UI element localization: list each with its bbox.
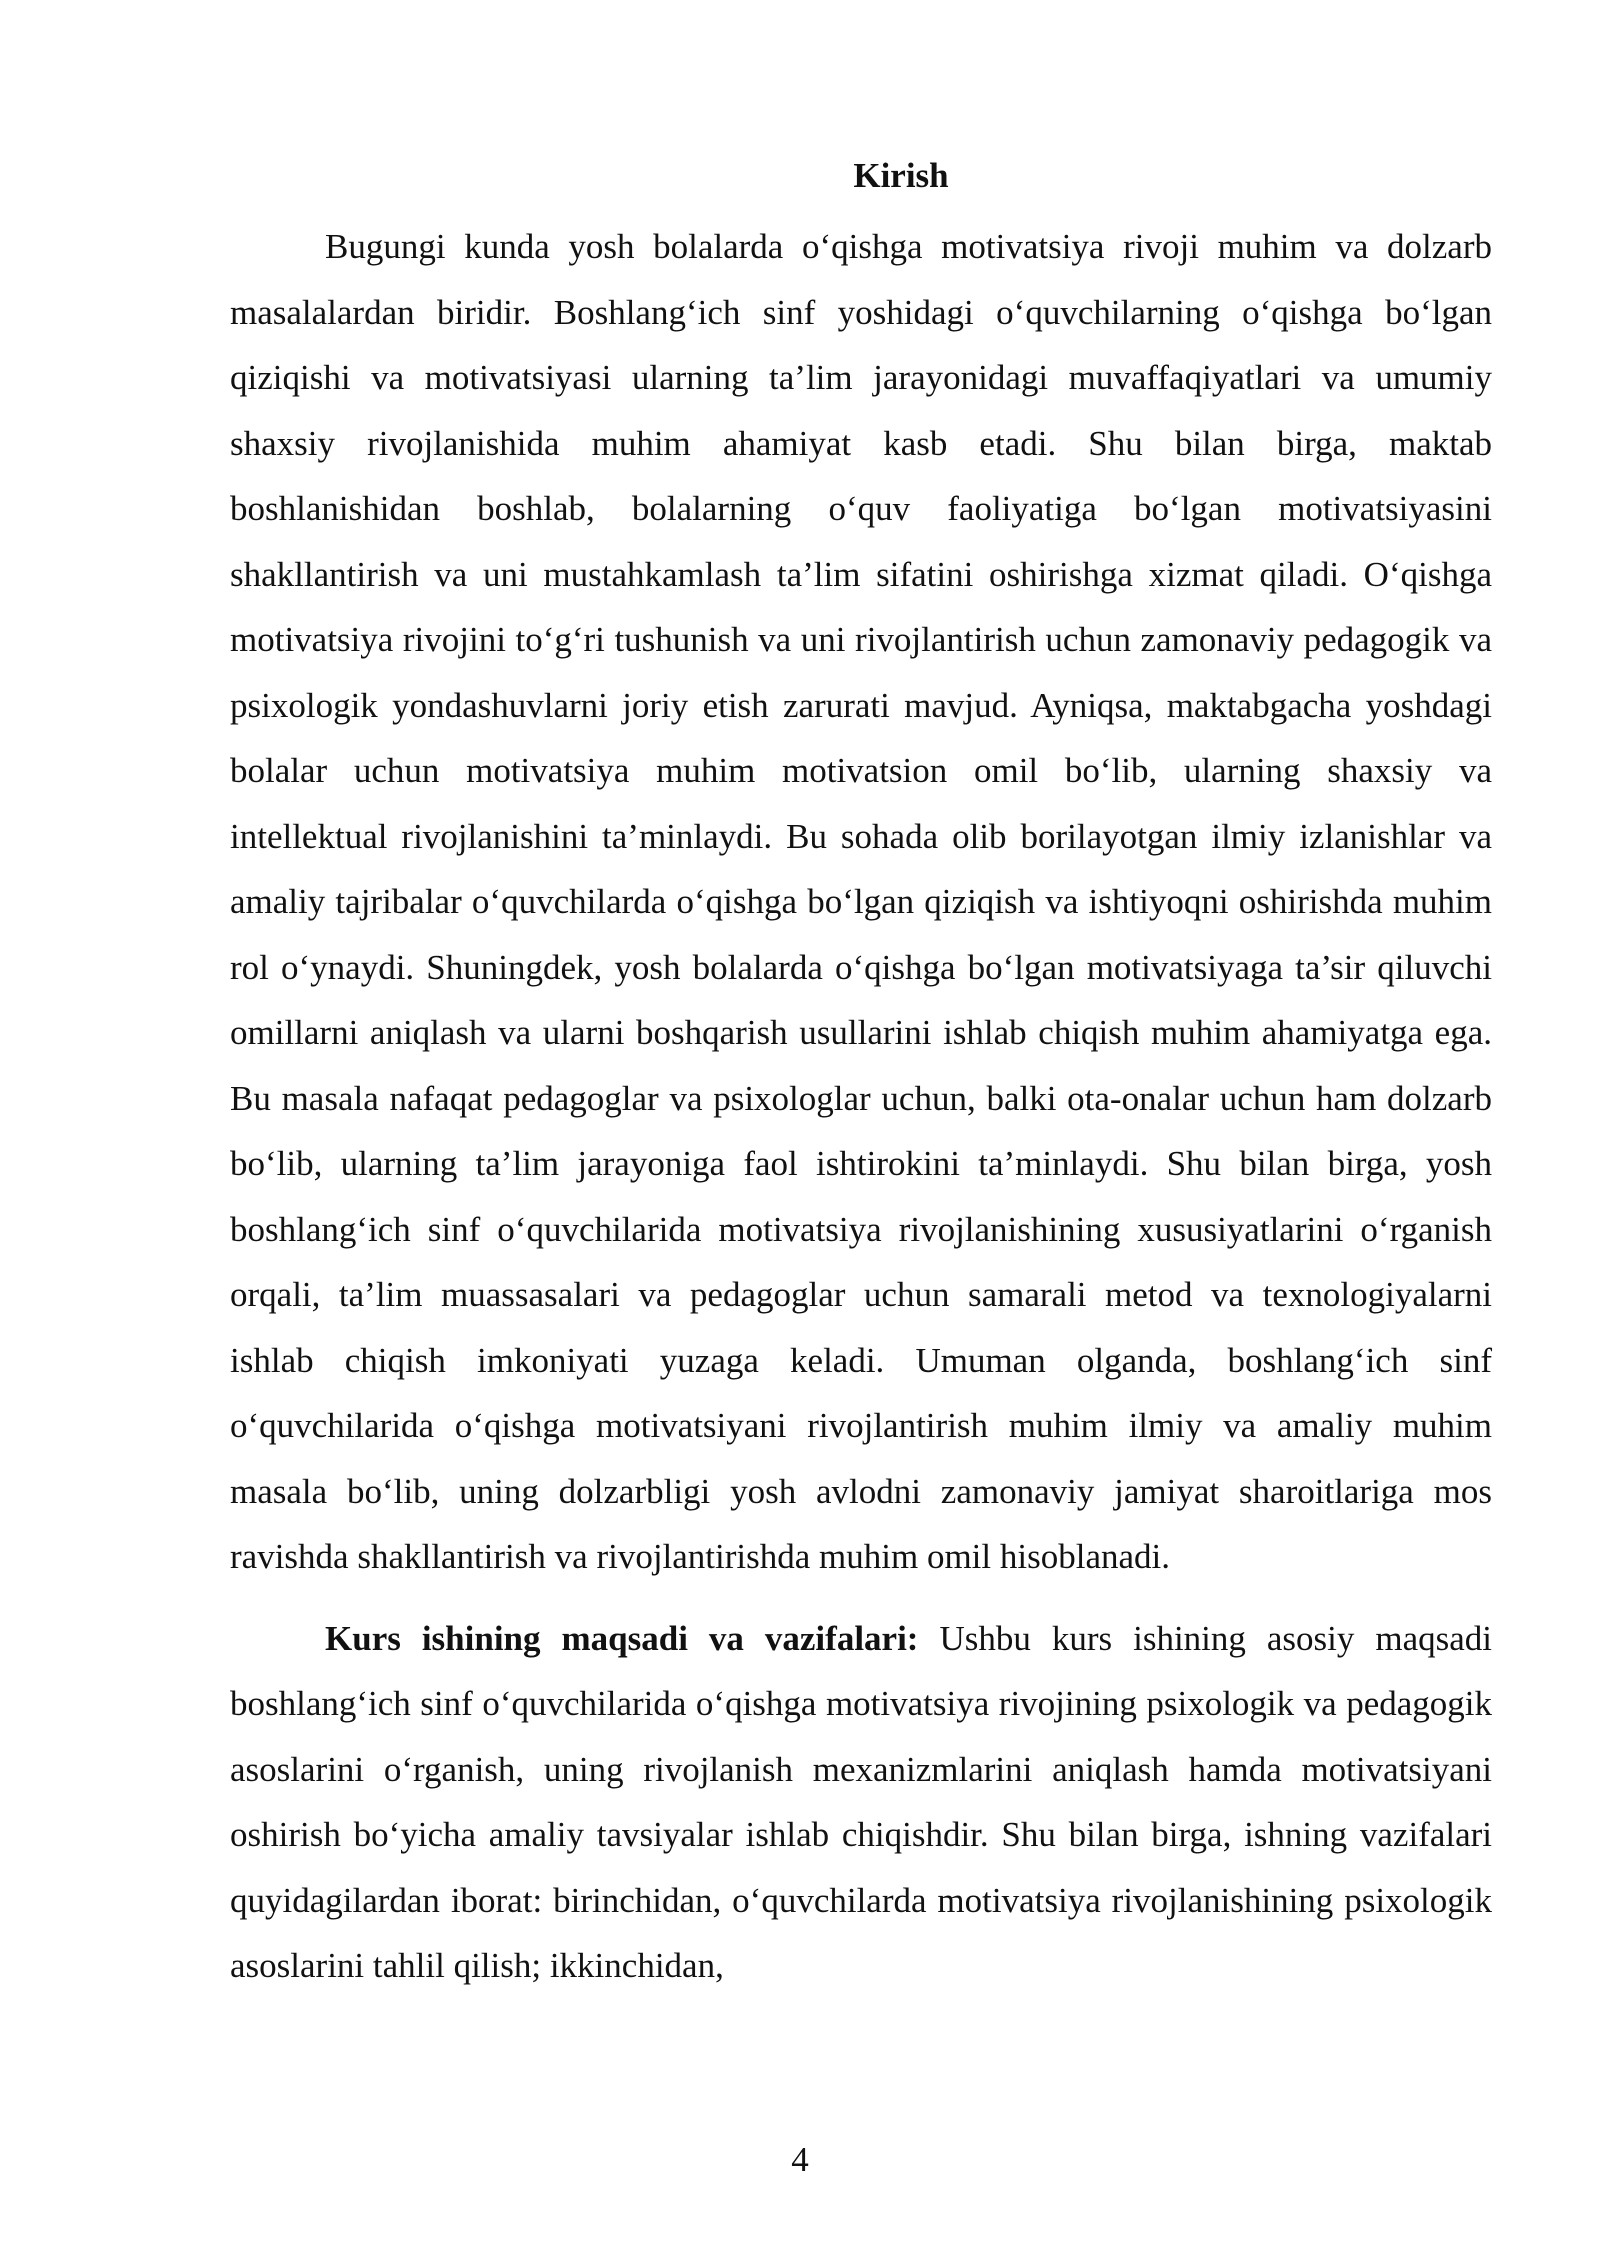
- goals-text: Ushbu kurs ishining asosiy maqsadi boshlang‘ich sinf o‘quvchilarida o‘qishga motivatsiya rivojining psixologik va pedagogik asoslarini o‘rganish, uning rivojlanish mexanizmlarini aniqlash hamda motivatsiyani oshirish bo‘yicha amaliy tavsiyalar ishlab chiqishdir. Shu bilan birga, ishning vazifalari quyidagilardan iborat: birinchidan, o‘quvchilarda motivatsiya rivojlanishining psixologik asoslarini tahlil qilish; ikkinchidan,: [230, 1618, 1492, 1985]
- section-heading: Kirish: [853, 156, 949, 195]
- intro-paragraph: Bugungi kunda yosh bolalarda o‘qishga motivatsiya rivoji muhim va dolzarb masalalardan biridir. Boshlang‘ich sinf yoshidagi o‘quvchilarning o‘qishga bo‘lgan qiziqishi va motivatsiyasi ularning ta’lim jarayonidagi muvaffaqiyatlari va umumiy shaxsiy rivojlanishida muhim ahamiyat kasb etadi. Shu bilan birga, maktab boshlanishidan boshlab, bolalarning o‘quv faoliyatiga bo‘lgan motivatsiyasini shakllantirish va uni mustahkamlash ta’lim sifatini oshirishga xizmat qiladi. O‘qishga motivatsiya rivojini to‘g‘ri tushunish va uni rivojlantirish uchun zamonaviy pedagogik va psixologik yondashuvlarni joriy etish zarurati mavjud. Ayniqsa, maktabgacha yoshdagi bolalar uchun motivatsiya muhim motivatsion omil bo‘lib, ularning shaxsiy va intellektual rivojlanishini ta’minlaydi. Bu sohada olib borilayotgan ilmiy izlanishlar va amaliy tajribalar o‘quvchilarda o‘qishga bo‘lgan qiziqish va ishtiyoqni oshirishda muhim rol o‘ynaydi. Shuningdek, yosh bolalarda o‘qishga bo‘lgan motivatsiyaga ta’sir qiluvchi omillarni aniqlash va ularni boshqarish usullarini ishlab chiqish muhim ahamiyatga ega. Bu masala nafaqat pedagoglar va psixologlar uchun, balki ota-onalar uchun ham dolzarb bo‘lib, ularning ta’lim jarayoniga faol ishtirokini ta’minlaydi. Shu bilan birga, yosh boshlang‘ich sinf o‘quvchilarida motivatsiya rivojlanishining xususiyatlarini o‘rganish orqali, ta’lim muassasalari va pedagoglar uchun samarali metod va texnologiyalarni ishlab chiqish imkoniyati yuzaga keladi. Umuman olganda, boshlang‘ich sinf o‘quvchilarida o‘qishga motivatsiyani rivojlantirish muhim ilmiy va amaliy muhim masala bo‘lib, uning dolzarbligi yosh avlodni zamonaviy jamiyat sharoitlariga mos ravishda shakllantirish va rivojlantirishda muhim omil hisoblanadi.: [230, 227, 1492, 1576]
- document-page: [230, 150, 1492, 1999]
- goals-paragraph: [230, 1606, 1492, 1999]
- page-number: 4: [791, 2140, 809, 2179]
- goals-label: Kurs ishining maqsadi va vazifalari:: [325, 1618, 919, 1658]
